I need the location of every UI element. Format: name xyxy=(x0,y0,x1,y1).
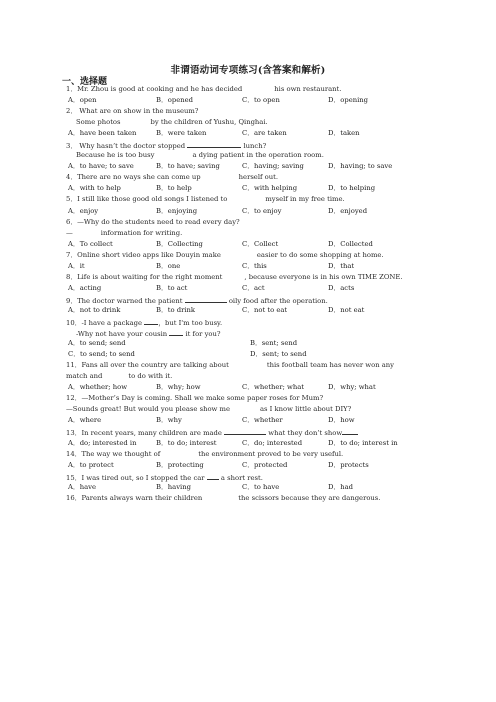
question-text: 7．Online short video apps like Douyin make xyxy=(66,250,221,259)
option-a[interactable]: A．to have; to save xyxy=(68,162,134,171)
question-text: 3． Why hasn’t the doctor stopped xyxy=(66,142,186,151)
question-14-stem xyxy=(66,451,446,462)
option-b[interactable]: B．why xyxy=(156,416,182,425)
question-text: 13．In recent years, many children are made xyxy=(66,429,222,438)
option-c[interactable]: C．this xyxy=(242,261,267,270)
question-6-stem-line2 xyxy=(66,230,446,241)
question-text: it for you? xyxy=(185,330,221,339)
question-text: to do with it. xyxy=(128,372,173,381)
option-b[interactable]: B．to drink xyxy=(156,305,196,314)
question-13-stem xyxy=(66,428,446,439)
option-d[interactable]: D．enjoyed xyxy=(328,206,368,215)
option-a[interactable]: A．to send; send xyxy=(68,339,126,348)
option-c[interactable]: C．act xyxy=(242,283,265,292)
question-text: his own restaurant. xyxy=(274,85,342,93)
option-a[interactable]: A．where xyxy=(68,416,102,425)
option-d[interactable]: D．opening xyxy=(328,96,368,105)
question-text: Because he is too busy xyxy=(76,151,155,160)
question-text: 14．The way we thought of xyxy=(66,449,161,458)
question-text: 10．-I have a package xyxy=(66,318,143,327)
question-text: this football team has never won any xyxy=(266,361,395,370)
answer-blank xyxy=(342,428,358,435)
answer-blank xyxy=(144,318,158,325)
option-d[interactable]: D．taken xyxy=(328,129,360,138)
question-text: Some photos xyxy=(76,118,121,127)
question-text: a short rest. xyxy=(220,473,263,482)
question-5-options xyxy=(66,208,446,219)
option-d[interactable]: D．that xyxy=(328,261,355,270)
question-text: the scissors because they are dangerous. xyxy=(238,493,381,502)
question-10-stem xyxy=(66,318,446,329)
option-c[interactable]: C．having; saving xyxy=(242,162,304,171)
option-d[interactable]: D．to helping xyxy=(328,184,376,193)
section-heading: 一、选择题 xyxy=(62,77,108,87)
question-2-options xyxy=(66,130,446,141)
option-c[interactable]: C．are taken xyxy=(242,129,287,138)
question-9-options xyxy=(66,307,446,318)
option-c[interactable]: C．to open xyxy=(242,96,280,105)
option-b[interactable]: B．protecting xyxy=(156,460,204,469)
question-text: easier to do some shopping at home. xyxy=(256,250,384,259)
question-text: the environment proved to be very useful. xyxy=(198,449,344,458)
option-a[interactable]: A．enjoy xyxy=(68,206,99,215)
option-c[interactable]: C．do; interested xyxy=(242,438,303,447)
answer-blank xyxy=(185,296,227,303)
question-text: information for writing. xyxy=(100,228,183,237)
option-d[interactable]: D．why; what xyxy=(328,383,376,392)
option-c[interactable]: C．to have xyxy=(242,482,280,491)
option-b[interactable]: B．opened xyxy=(156,96,194,105)
option-b[interactable]: B．to act xyxy=(156,283,188,292)
option-a[interactable]: A．to protect xyxy=(68,460,114,469)
option-d[interactable]: D．Collected xyxy=(328,239,373,248)
option-b[interactable]: B．to have; saving xyxy=(156,162,220,171)
option-d[interactable]: D．how xyxy=(328,416,355,425)
question-6-stem: 6．—Why do the students need to read every day? xyxy=(66,217,240,226)
option-b[interactable]: B．having xyxy=(156,482,191,491)
question-text: match and xyxy=(66,372,103,381)
option-a[interactable]: A．acting xyxy=(68,283,102,292)
option-b[interactable]: B．sent; send xyxy=(250,339,298,348)
question-text: ，but I'm too busy. xyxy=(158,318,223,327)
question-5-stem xyxy=(66,196,446,207)
question-14-options xyxy=(66,462,446,473)
option-a[interactable]: A．To collect xyxy=(68,239,113,248)
question-text: by the children of Yushu, Qinghai. xyxy=(150,118,268,127)
option-c[interactable]: C．with helping xyxy=(242,184,298,193)
question-text: —Sounds great! But would you please show me xyxy=(66,405,230,414)
option-c[interactable]: C．not to eat xyxy=(242,305,288,314)
question-8-options xyxy=(66,285,446,296)
option-c[interactable]: C．to send; to send xyxy=(68,350,135,359)
question-11-stem xyxy=(66,362,446,373)
question-text: 4．There are no ways she can come up xyxy=(66,173,201,182)
answer-blank xyxy=(224,428,266,435)
option-c[interactable]: C．Collect xyxy=(242,239,279,248)
answer-blank xyxy=(207,473,219,480)
question-text: 1．Mr. Zhou is good at cooking and he has decided xyxy=(66,85,243,93)
option-a[interactable]: A．do; interested in xyxy=(68,438,137,447)
option-a[interactable]: A．with to help xyxy=(68,184,121,193)
option-b[interactable]: B．Collecting xyxy=(156,239,203,248)
question-text: 8．Life is about waiting for the right moment xyxy=(66,272,223,281)
question-list xyxy=(66,86,446,506)
option-c[interactable]: C．whether; what xyxy=(242,383,305,392)
option-a[interactable]: A．it xyxy=(68,261,85,270)
option-a[interactable]: A．open xyxy=(68,96,97,105)
question-text: , because everyone is in his own TIME ZONE. xyxy=(244,272,403,281)
option-b[interactable]: B．to do; interest xyxy=(156,438,217,447)
question-text: 9．The doctor warned the patient xyxy=(66,296,183,305)
option-a[interactable]: A．have been taken xyxy=(68,129,137,138)
question-text: 5．I still like those good old songs I listened to xyxy=(66,195,228,204)
option-d[interactable]: D．to do; interest in xyxy=(328,438,398,447)
question-text: myself in my free time. xyxy=(265,195,345,204)
question-text: a dying patient in the operation room. xyxy=(192,151,324,160)
question-text: as I know little about DIY? xyxy=(259,405,352,414)
option-c[interactable]: C．protected xyxy=(242,460,288,469)
option-a[interactable]: A．have xyxy=(68,482,96,491)
question-text: — xyxy=(66,228,73,237)
option-c[interactable]: C．to enjoy xyxy=(242,206,282,215)
question-text: -Why not have your cousin xyxy=(76,330,168,339)
option-d[interactable]: D．protects xyxy=(328,460,369,469)
question-12-stem: 12．—Mother’s Day is coming. Shall we make some paper roses for Mum? xyxy=(66,394,324,403)
option-d[interactable]: D．had xyxy=(328,482,354,491)
question-16-stem xyxy=(66,495,446,506)
question-text: lunch? xyxy=(243,142,267,151)
option-b[interactable]: B．were taken xyxy=(156,129,207,138)
option-d[interactable]: D．sent; to send xyxy=(250,350,307,359)
option-a[interactable]: A．whether; how xyxy=(68,383,128,392)
question-text: herself out. xyxy=(238,173,279,182)
question-text: what they don’t show xyxy=(268,429,343,438)
option-d[interactable]: D．not eat xyxy=(328,305,365,314)
option-c[interactable]: C．whether xyxy=(242,416,283,425)
option-d[interactable]: D．having; to save xyxy=(328,162,393,171)
question-text: 11．Fans all over the country are talking about xyxy=(66,361,229,370)
option-a[interactable]: A．not to drink xyxy=(68,305,121,314)
question-text: 15．I was tired out, so I stopped the car xyxy=(66,473,205,482)
option-b[interactable]: B．to help xyxy=(156,184,192,193)
question-2-stem: 2． What are on show in the museum? xyxy=(66,107,199,116)
option-d[interactable]: D．acts xyxy=(328,283,355,292)
answer-blank xyxy=(187,141,241,148)
option-b[interactable]: B．one xyxy=(156,261,181,270)
question-text: 16．Parents always warn their children xyxy=(66,493,203,502)
answer-blank xyxy=(169,329,183,336)
option-b[interactable]: B．enjoying xyxy=(156,206,198,215)
document-title: 非谓语动词专项练习(含答案和解析) xyxy=(170,65,326,76)
question-12-options xyxy=(66,417,446,428)
option-b[interactable]: B．why; how xyxy=(156,383,201,392)
question-text: oily food after the operation. xyxy=(228,296,328,305)
